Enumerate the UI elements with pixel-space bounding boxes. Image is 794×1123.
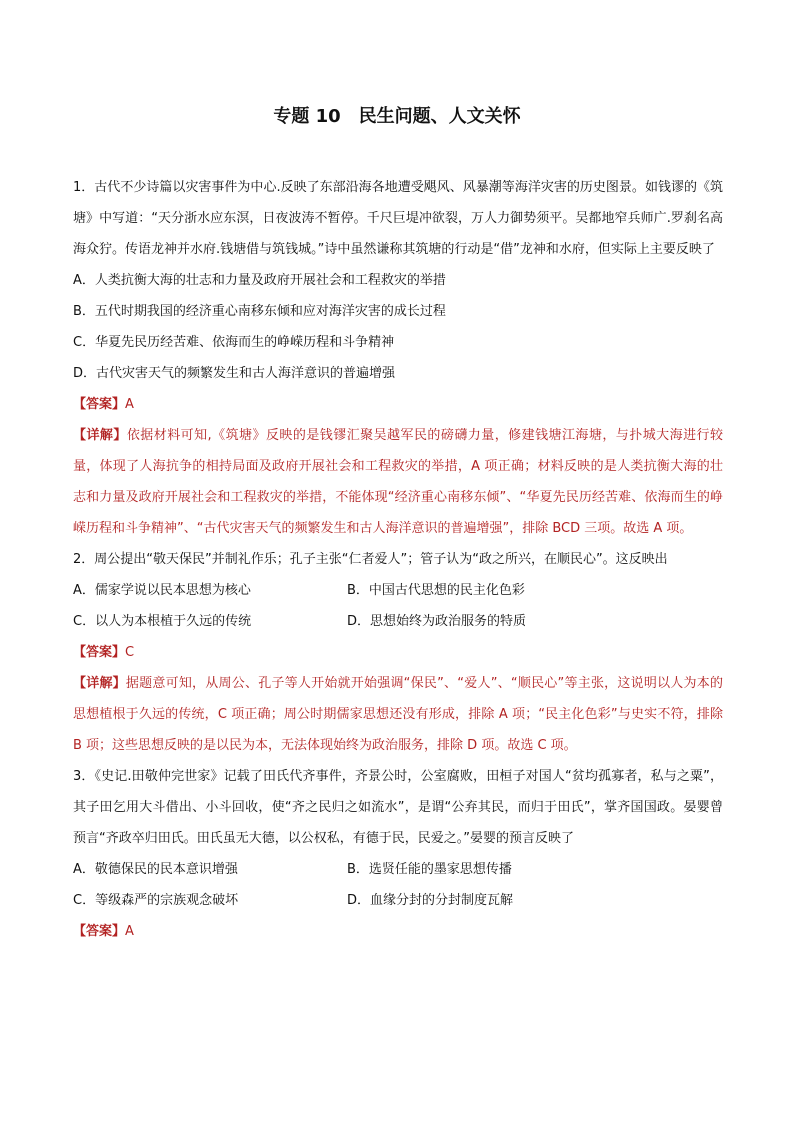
answer-value: C <box>125 645 135 660</box>
option-a: A．敬德保民的民本意识增强 <box>73 862 238 877</box>
option-c: C．以人为本根植于久远的传统 <box>73 614 252 629</box>
option-row <box>73 854 723 885</box>
answer-tag: 【答案】 <box>73 924 126 939</box>
option-b: B．五代时期我国的经济重心南移东倾和应对海洋灾害的成长过程 <box>73 304 446 319</box>
option-a: A．人类抗衡大海的壮志和力量及政府开展社会和工程救灾的举措 <box>73 273 446 288</box>
option-row <box>73 575 723 606</box>
answer-tag: 【答案】 <box>73 645 126 660</box>
detail-tag: 【详解】 <box>73 428 127 443</box>
option-c: C．等级森严的宗族观念破坏 <box>73 893 239 908</box>
question-stem: 3．《史记.田敬仲完世家》记载了田氏代齐事件，齐景公时，公室腐败，田桓子对国人“贫均孤寡者，私与之粟”，其子田乞用大斗借出、小斗回收，使“齐之民归之如流水”，是谓“公弃其民，而归于田氏”，掌齐国国政。晏婴曾预言“齐政卒归田氏。田氏虽无大德，以公权私，有德于民，民爱之。”晏婴的预言反映了 <box>73 769 723 846</box>
option-d: D．思想始终为政治服务的特质 <box>347 614 527 629</box>
detail-text: 据题意可知，从周公、孔子等人开始就开始强调“保民”、“爱人”、“顺民心”等主张，这说明以人为本的思想植根于久远的传统，C 项正确；周公时期儒家思想还没有形成，排除 A 项；“民主化色彩”与史实不符，排除 B 项；这些思想反映的是以民为本，无法体现始终为政治服务，排除 D 项。故选 C 项。 <box>73 676 723 753</box>
detail-paragraph <box>73 668 723 761</box>
option-a: A．儒家学说以民本思想为核心 <box>73 583 251 598</box>
detail-text: 依据材料可知,《筑塘》反映的是钱镠汇聚吴越军民的磅礴力量，修建钱塘江海塘，与扑城大海进行较量，体现了人海抗争的相持局面及政府开展社会和工程救灾的举措，A 项正确；材料反映的是人类抗衡大海的壮志和力量及政府开展社会和工程救灾的举措，不能体现“经济重心南移东倾”、“华夏先民历经苦难、依海而生的峥嵘历程和斗争精神”、“古代灾害天气的频繁发生和古人海洋意识的普遍增强”，排除 BCD 三项。故选 A 项。 <box>73 428 723 536</box>
detail-paragraph <box>73 420 723 544</box>
document-body <box>73 172 723 947</box>
answer-line <box>73 916 723 947</box>
option-b: B．选贤任能的墨家思想传播 <box>347 862 512 877</box>
option-c: C．华夏先民历经苦难、依海而生的峥嵘历程和斗争精神 <box>73 335 395 350</box>
question-1 <box>73 172 723 544</box>
option-row <box>73 606 723 637</box>
option-d: D．血缘分封的分封制度瓦解 <box>347 893 514 908</box>
page-title: 专题 10 民生问题、人文关怀 <box>273 106 521 127</box>
option-row <box>73 885 723 916</box>
answer-value: A <box>125 397 134 412</box>
question-stem: 2．周公提出“敬天保民”并制礼作乐；孔子主张“仁者爱人”；管子认为“政之所兴，在顺民心”。这反映出 <box>73 552 668 567</box>
answer-line <box>73 637 723 668</box>
detail-tag: 【详解】 <box>73 676 126 691</box>
option-b: B．中国古代思想的民主化色彩 <box>347 583 525 598</box>
answer-value: A <box>125 924 134 939</box>
option-d: D．古代灾害天气的频繁发生和古人海洋意识的普遍增强 <box>73 366 396 381</box>
question-3 <box>73 761 723 947</box>
answer-line <box>73 389 723 420</box>
answer-tag: 【答案】 <box>73 397 126 412</box>
question-stem: 1．古代不少诗篇以灾害事件为中心.反映了东部沿海各地遭受飓风、风暴潮等海洋灾害的历史图景。如钱谬的《筑塘》中写道：“天分浙水应东溟，日夜波涛不暂停。千尺巨堤冲欲裂，万人力御势须平。吴都地窄兵师广.罗刹名高海众狞。传语龙神并水府.钱塘借与筑钱城。”诗中虽然谦称其筑塘的行动是“借”龙神和水府，但实际上主要反映了 <box>73 180 723 257</box>
question-2 <box>73 544 723 761</box>
